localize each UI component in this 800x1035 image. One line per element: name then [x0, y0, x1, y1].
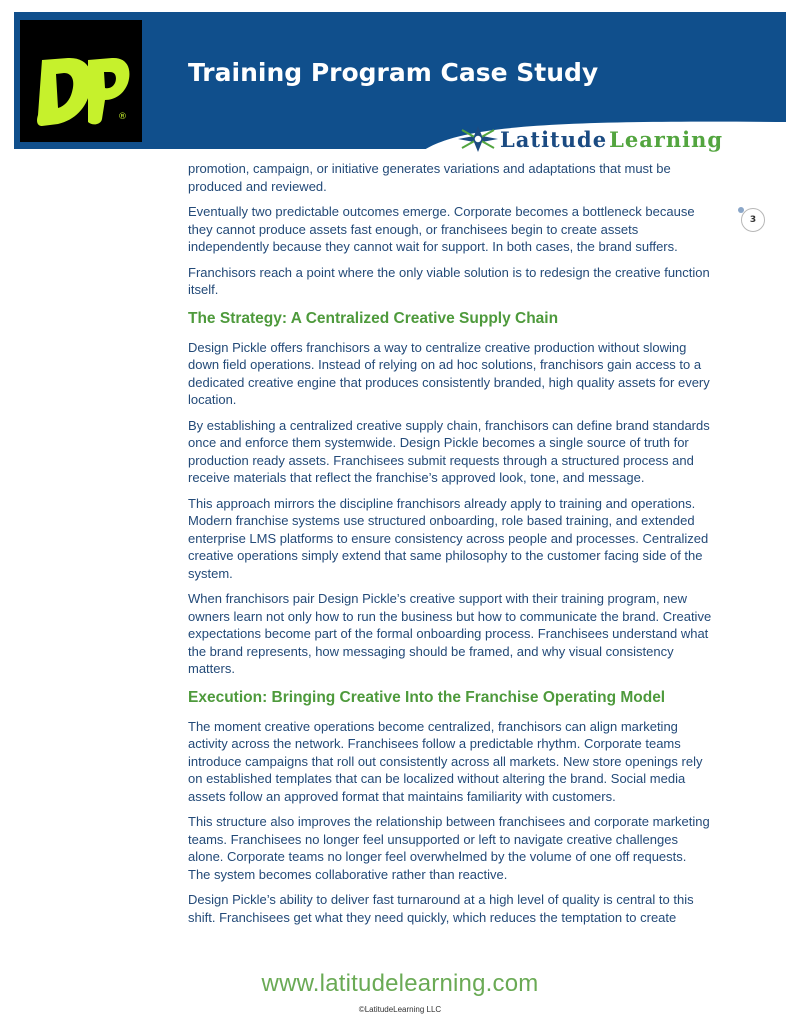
body-paragraph: Eventually two predictable outcomes emerge. Corporate becomes a bottleneck because they cannot produce assets fast enough, or franchisees begin to create assets independently because they cannot wait for support. In both cases, the brand suffers. — [188, 204, 695, 254]
footer-url[interactable]: www.latitudelearning.com — [261, 970, 539, 997]
page-title: Training Program Case Study — [188, 58, 599, 87]
body-paragraph: Franchisors reach a point where the only viable solution is to redesign the creative function itself. — [188, 264, 710, 297]
compass-star-icon — [458, 126, 498, 152]
section-heading: The Strategy: A Centralized Creative Supply Chain — [188, 309, 559, 327]
brand-name-latitude: Latitude — [500, 126, 608, 152]
section-heading: Execution: Bringing Creative Into the Franchise Operating Model — [188, 688, 666, 706]
article-body — [188, 160, 712, 934]
body-paragraph: When franchisors pair Design Pickle’s creative support with their training program, new owners learn not only how to run the business but how to communicate the brand. Creative expectations become part of the formal onboarding process. Franchisees understand what the brand represents, how messaging should be framed, and why visual consistency matters. — [188, 591, 712, 676]
body-paragraph: This approach mirrors the discipline franchisors already apply to training and operations. Modern franchise systems use structured onboarding, role based training, and extended enterprise LMS platforms to ensure consistency across people and processes. Centralized creative operations simply extend that same philosophy to the customer facing side of the system. — [188, 495, 709, 581]
page-number-badge: 3 — [741, 208, 765, 232]
body-paragraph: promotion, campaign, or initiative generates variations and adaptations that must be produced and reviewed. — [188, 161, 671, 194]
body-paragraph: The moment creative operations become centralized, franchisors can align marketing activity across the network. Franchisees follow a predictable rhythm. Corporate teams introduce campaigns that roll out consistently across all markets. New store openings rely on established templates that can be localized without altering the brand. Social media assets follow an approved format that maintains familiarity with customers. — [188, 718, 703, 804]
dp-logo-icon — [20, 20, 142, 142]
body-paragraph: Design Pickle offers franchisors a way to centralize creative production without slowing down field operations. Instead of relying on ad hoc solutions, franchisors gain access to a dedicated creative engine that produces consistently branded, high quality assets for every location. — [188, 339, 710, 407]
body-paragraph: This structure also improves the relationship between franchisees and corporate marketing teams. Franchisees no longer feel unsupported or left to navigate creative challenges alone. Corporate teams no longer feel overwhelmed by the volume of one off requests. The system becomes collaborative rather than reactive. — [188, 814, 710, 882]
footer-copyright: ©LatitudeLearning LLC — [358, 1005, 442, 1014]
design-pickle-logo — [20, 20, 142, 142]
body-paragraph: By establishing a centralized creative supply chain, franchisors can define brand standards once and enforce them systemwide. Design Pickle becomes a single source of truth for production ready assets. Franchisees submit requests through a structured process and receive materials that reflect the franchise’s approved look, tone, and message. — [188, 417, 710, 485]
brand-name-learning: Learning — [609, 126, 724, 152]
latitude-learning-logo — [458, 125, 723, 153]
registered-mark: ® — [118, 112, 127, 122]
body-paragraph: Design Pickle’s ability to deliver fast turnaround at a high level of quality is central to this shift. Franchisees get what they need quickly, which reduces the temptation to create — [188, 892, 694, 925]
